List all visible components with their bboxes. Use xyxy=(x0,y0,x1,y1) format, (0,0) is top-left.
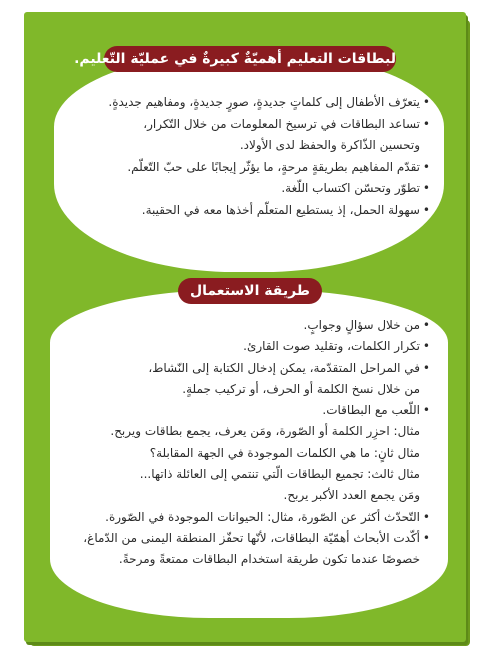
list-item: • تساعد البطاقات في ترسيخ المعلومات من خلال التّكرار، xyxy=(70,114,430,136)
list-item: • تطوّر وتحسّن اكتساب اللّغة. xyxy=(70,178,430,200)
list-item-continuation: من خلال نسخ الكلمة أو الحرف، أو تركيب جملةٍ. xyxy=(182,381,420,396)
importance-title-banner: لبطاقات التعليم أهميّةٌ كبيرةٌ في عمليّة التّعليم. xyxy=(104,46,396,72)
example-line: مثال ثانٍ: ما هي الكلمات الموجودة في الجهة المقابلة؟ xyxy=(149,445,420,460)
list-item: • سهولة الحمل، إذ يستطيع المتعلّم أخذها معه في الحقيبة. xyxy=(70,200,430,222)
list-item: • من خلال سؤالٍ وجوابٍ. xyxy=(62,315,430,336)
list-item-continuation: وتحسين الذّاكرة والحفظ لدى الأولاد. xyxy=(239,138,420,152)
example-line: ومَن يجمع العدد الأكبر يربح. xyxy=(283,488,420,503)
usage-list xyxy=(62,315,430,571)
list-item: • أكّدت الأبحاث أهمّيّة البطاقات، لأنّها تحفّز المنطقة اليمنى من الدّماغ، xyxy=(62,528,430,549)
list-item: • اللّعب مع البطاقات. xyxy=(62,400,430,421)
list-item: • يتعرّف الأطفال إلى كلماتٍ جديدةٍ، صورٍ جديدةٍ، ومفاهيم جديدةٍ. xyxy=(70,92,430,114)
usage-title-banner: طريقة الاستعمال xyxy=(178,278,322,304)
list-item: • تكرار الكلمات، وتقليد صوت القارئ. xyxy=(62,336,430,357)
example-line: مثال: احزِر الكلمة أو الصّورة، ومَن يعرف، يجمع بطاقات ويربح. xyxy=(110,424,420,439)
list-item: • التّحدّث أكثر عن الصّورة، مثال: الحيوانات الموجودة في الصّورة. xyxy=(62,507,430,528)
example-line: مثال ثالث: تجميع البطاقات الّتي تنتمي إلى العائلة ذاتها... xyxy=(139,467,420,482)
list-item: • في المراحل المتقدّمة، يمكن إدخال الكتابة إلى النّشاط، xyxy=(62,358,430,379)
list-item: • تقدّم المفاهيم بطريقةٍ مرحةٍ، ما يؤثّر إيجابًا على حبّ التّعلّم. xyxy=(70,157,430,179)
list-item-continuation: خصوصًا عندما تكون طريقة استخدام البطاقات ممتعةً ومرحةً. xyxy=(118,552,420,567)
importance-list xyxy=(70,92,430,221)
